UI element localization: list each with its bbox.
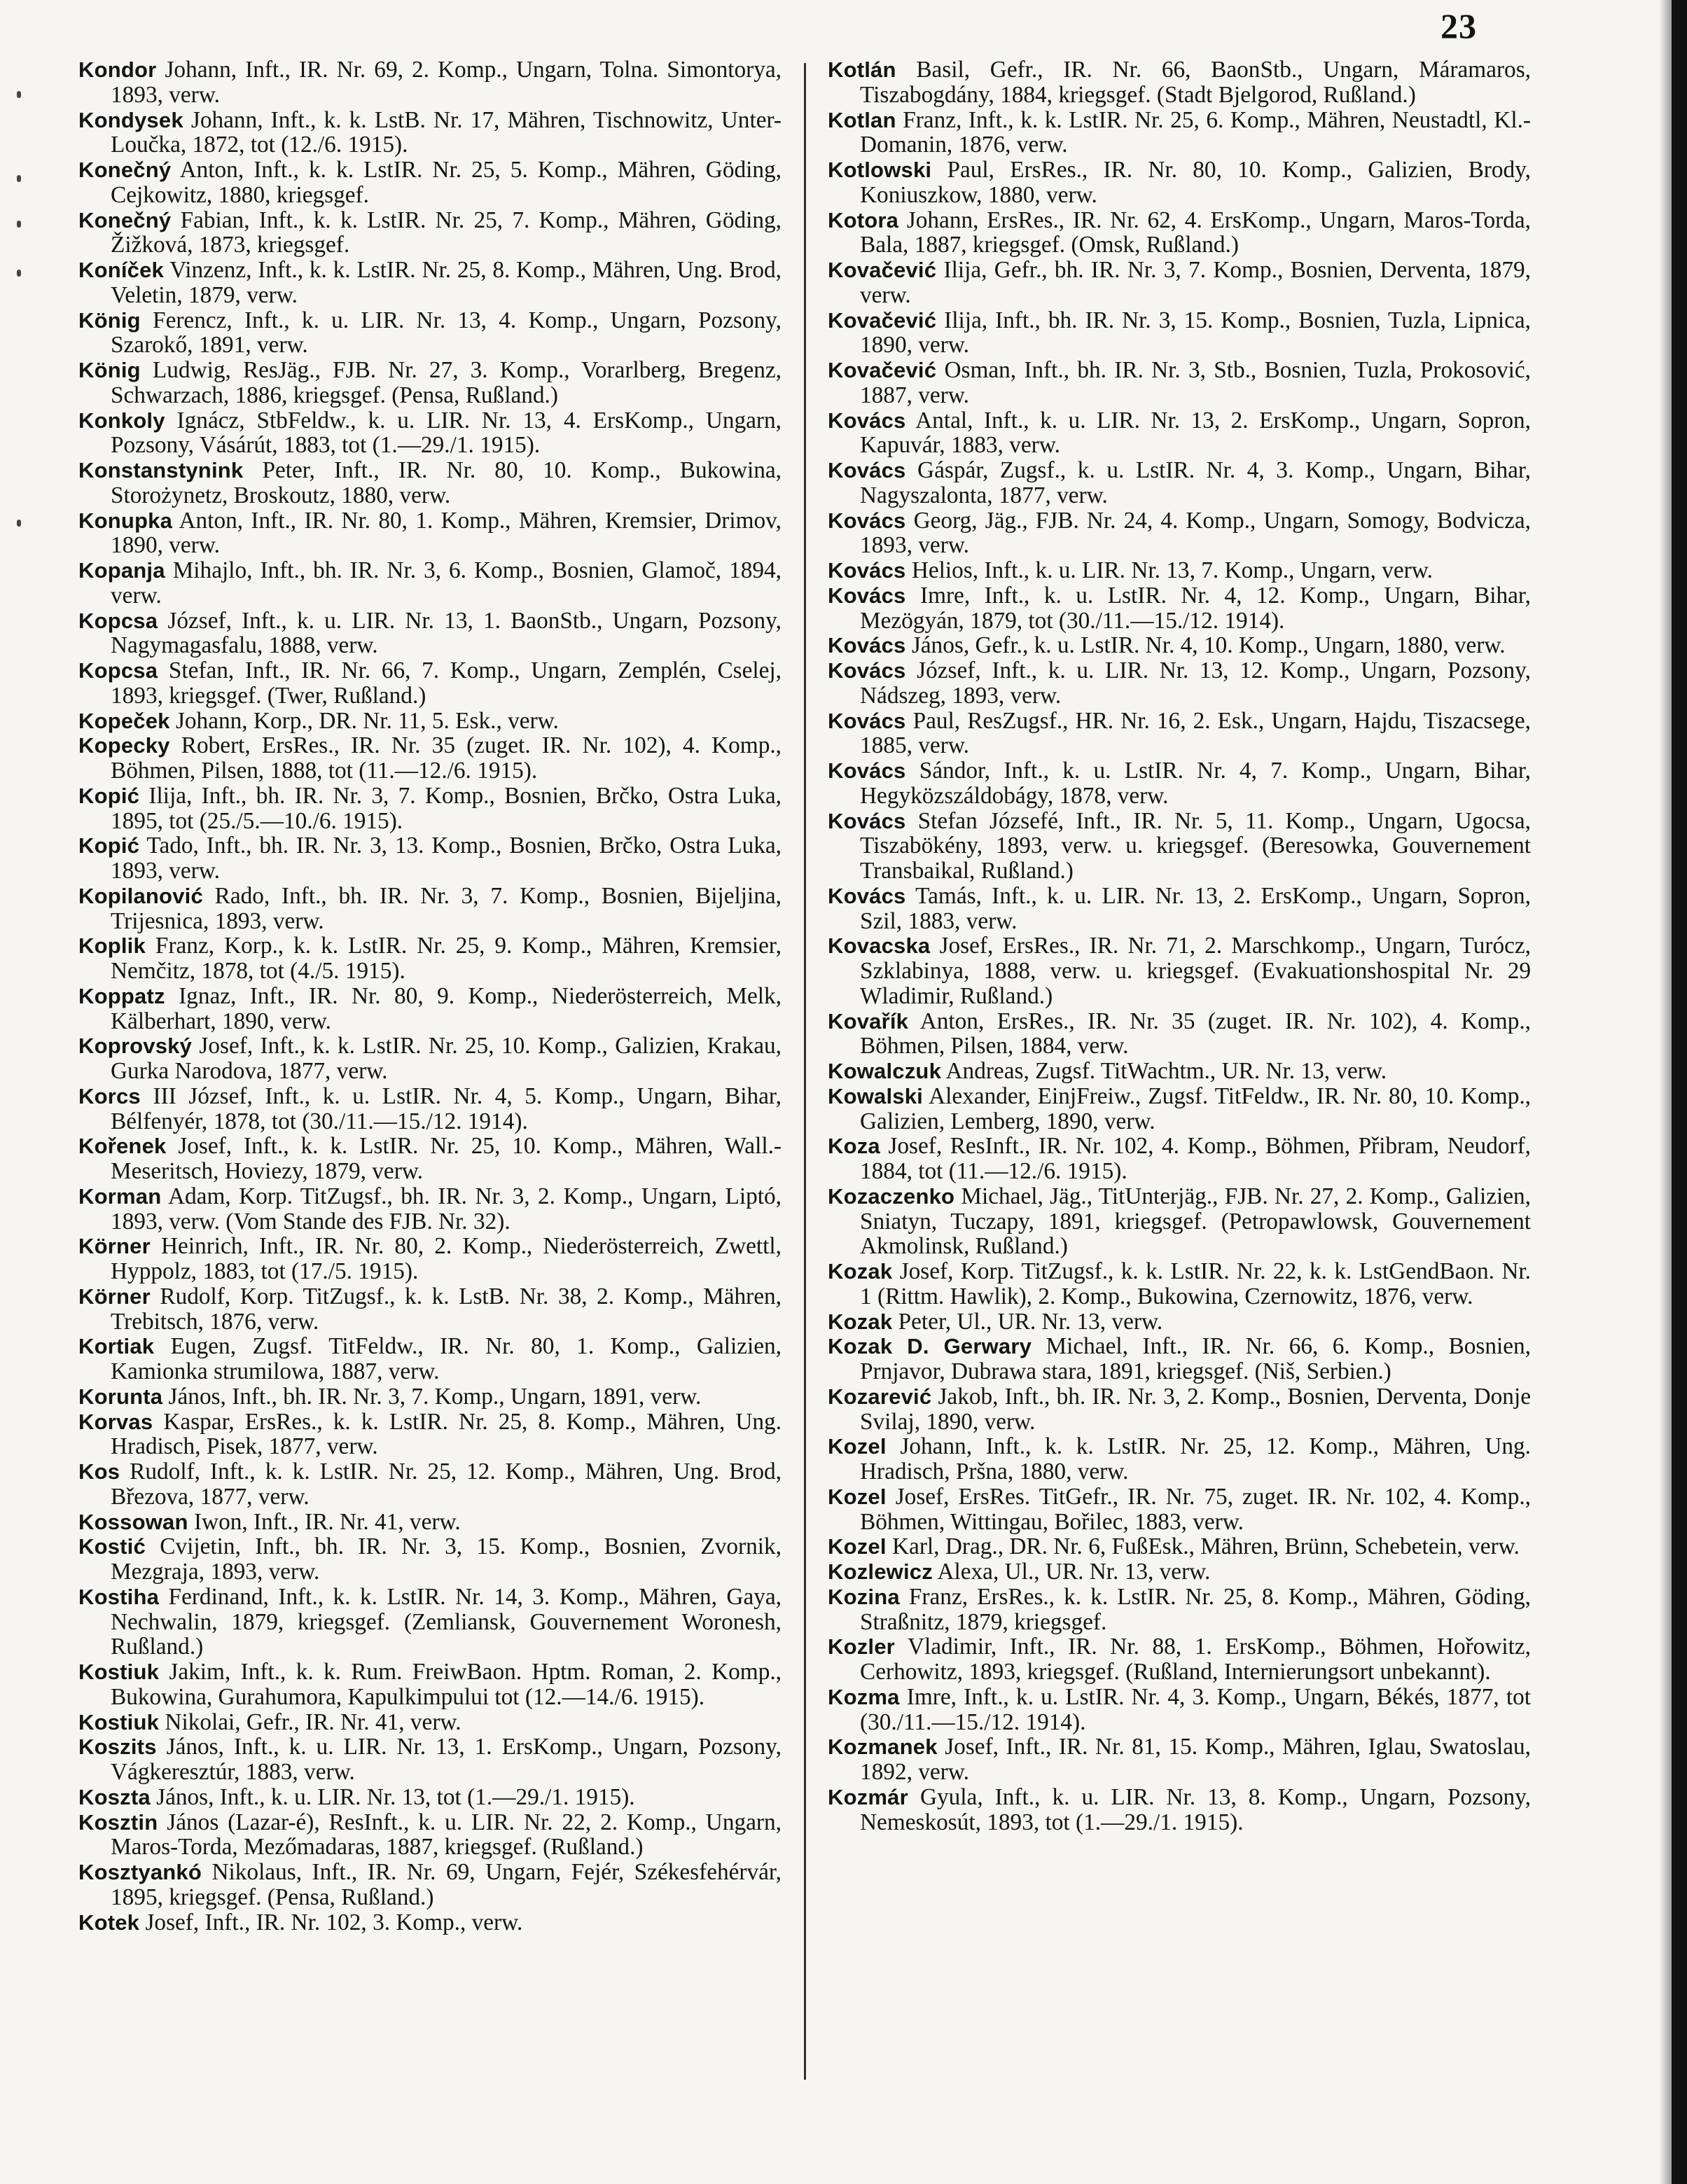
register-entry [828, 1084, 1531, 1134]
entry-surname: Kovács [828, 408, 906, 433]
register-entry [78, 984, 782, 1034]
register-entry [828, 1134, 1531, 1184]
entry-surname: Kopcsa [78, 608, 158, 633]
entry-surname: Kozaczenko [828, 1183, 955, 1209]
register-entry [78, 608, 782, 659]
register-entry [828, 809, 1531, 884]
register-entry [828, 1184, 1531, 1259]
entry-details: Josef, ResInft., IR. Nr. 102, 4. Komp., Böhmen, Přibram, Neudorf, 1884, tot (11.—12./6. 1915). [860, 1133, 1531, 1184]
entry-surname: Kozak [828, 1309, 893, 1334]
page-edge [1672, 0, 1687, 2184]
entry-details: Rado, Inft., bh. IR. Nr. 3, 7. Komp., Bosnien, Bijeljina, Trijesnica, 1893, verw. [111, 882, 782, 934]
entry-surname: Kotlan [828, 107, 896, 132]
entry-details: Johann, Inft., k. k. LstB. Nr. 17, Mähren, Tischnowitz, Unter-Loučka, 1872, tot (12./6. 1915). [111, 106, 782, 158]
register-entry [78, 1459, 782, 1510]
entry-details: Vladimir, Inft., IR. Nr. 88, 1. ErsKomp., Böhmen, Hořowitz, Cerhowitz, 1893, kriegsgef. (Rußland, Internierungsort unbekannt). [860, 1634, 1531, 1685]
register-entry [78, 1710, 782, 1735]
entry-surname: Kozarević [828, 1384, 932, 1409]
register-entry [78, 658, 782, 709]
margin-speck [17, 520, 21, 527]
page-number: 23 [1440, 6, 1477, 46]
register-entry [828, 57, 1531, 108]
entry-details: Vinzenz, Inft., k. k. LstIR. Nr. 25, 8. Komp., Mähren, Ung. Brod, Veletin, 1879, verw. [111, 257, 782, 308]
register-entry [828, 658, 1531, 709]
entry-surname: Kotlowski [828, 158, 932, 182]
entry-details: Peter, Inft., IR. Nr. 80, 10. Komp., Bukowina, Storożynetz, Broskoutz, 1880, verw. [111, 457, 782, 508]
entry-details: Anton, Inft., IR. Nr. 80, 1. Komp., Mähren, Kremsier, Drimov, 1890, verw. [111, 507, 782, 559]
register-entry [828, 1384, 1531, 1435]
entry-surname: Kozma [828, 1684, 900, 1709]
entry-details: Michael, Inft., IR. Nr. 66, 6. Komp., Bosnien, Prnjavor, Dubrawa stara, 1891, kriegsgef. (Niš, Serbien.) [860, 1333, 1531, 1384]
register-entry [78, 1034, 782, 1084]
register-entry [78, 1534, 782, 1585]
register-entry [828, 1734, 1531, 1785]
register-entry [828, 884, 1531, 934]
entry-details: József, Inft., k. u. LIR. Nr. 13, 1. BaonStb., Ungarn, Pozsony, Nagymagasfalu, 1888, verw. [111, 607, 782, 659]
entry-details: Ilija, Gefr., bh. IR. Nr. 3, 7. Komp., Bosnien, Derventa, 1879, verw. [860, 257, 1531, 308]
entry-details: János, Inft., bh. IR. Nr. 3, 7. Komp., Ungarn, 1891, verw. [162, 1383, 702, 1410]
entry-details: Robert, ErsRes., IR. Nr. 35 (zuget. IR. Nr. 102), 4. Komp., Böhmen, Pilsen, 1888, tot (11.—12./6. 1915). [111, 732, 782, 784]
entry-surname: Koplik [78, 933, 146, 959]
entry-surname: Kowalczuk [828, 1059, 942, 1083]
register-entry [828, 1585, 1531, 1635]
entry-details: Stefan, Inft., IR. Nr. 66, 7. Komp., Ungarn, Zemplén, Cselej, 1893, kriegsgef. (Twer, Rußland.) [111, 658, 782, 709]
entry-surname: Koníček [78, 258, 164, 282]
entry-surname: Kovács [828, 758, 906, 783]
entry-details: Heinrich, Inft., IR. Nr. 80, 2. Komp., Niederösterreich, Zwettl, Hyppolz, 1883, tot (17./5. 1915). [111, 1233, 782, 1284]
entry-surname: Konečný [78, 158, 172, 182]
entry-surname: Kovács [828, 508, 906, 533]
register-entry [78, 784, 782, 834]
entry-surname: Kos [78, 1459, 120, 1484]
register-entry [78, 1510, 782, 1535]
entry-details: Josef, Inft., IR. Nr. 81, 15. Komp., Mähren, Iglau, Swatoslau, 1892, verw. [860, 1734, 1531, 1785]
entry-surname: Kopanja [78, 558, 165, 583]
entry-surname: Koszta [78, 1784, 151, 1809]
register-entry [828, 1685, 1531, 1735]
register-entry [78, 258, 782, 308]
entry-details: Georg, Jäg., FJB. Nr. 24, 4. Komp., Ungarn, Somogy, Bodvicza, 1893, verw. [860, 507, 1531, 559]
entry-surname: Kozina [828, 1584, 900, 1609]
entry-surname: Kovařík [828, 1008, 909, 1034]
entry-details: Stefan Józsefé, Inft., IR. Nr. 5, 11. Komp., Ungarn, Ugocsa, Tiszabökény, 1893, verw. u. kriegsgef. (Beresowka, Gouvernement Transbaikal, Rußland.) [860, 807, 1531, 884]
entry-details: Ferdinand, Inft., k. k. LstIR. Nr. 14, 3. Komp., Mähren, Gaya, Nechwalin, 1879, kriegsgef. (Zemliansk, Gouvernement Woronesh, Rußland.) [111, 1583, 782, 1660]
entry-surname: Kozak [828, 1259, 893, 1284]
entry-details: Peter, Ul., UR. Nr. 13, verw. [892, 1308, 1163, 1335]
register-entry [828, 1559, 1531, 1585]
register-entry [828, 458, 1531, 508]
entry-details: Jakob, Inft., bh. IR. Nr. 3, 2. Komp., Bosnien, Derventa, Donje Svilaj, 1890, verw. [860, 1383, 1531, 1435]
register-entry [78, 57, 782, 108]
entry-details: Alexander, EinjFreiw., Zugsf. TitFeldw., IR. Nr. 80, 10. Komp., Galizien, Lemberg, 1890, verw. [860, 1083, 1531, 1134]
entry-surname: Kondysek [78, 107, 183, 132]
entry-details: Ferencz, Inft., k. u. LIR. Nr. 13, 4. Komp., Ungarn, Pozsony, Szarokő, 1891, verw. [111, 307, 782, 359]
register-entry [828, 758, 1531, 809]
entry-surname: Kovacska [828, 933, 931, 959]
right-column [828, 57, 1531, 1835]
entry-details: Rudolf, Korp. TitZugsf., k. k. LstB. Nr. 38, 2. Komp., Mähren, Trebitsch, 1876, verw. [111, 1283, 782, 1335]
entry-details: Mihajlo, Inft., bh. IR. Nr. 3, 6. Komp., Bosnien, Glamoč, 1894, verw. [111, 557, 782, 608]
entry-surname: Kotora [828, 207, 899, 232]
page-edge-shadow [1659, 0, 1672, 2184]
register-entry [828, 1309, 1531, 1335]
entry-surname: Kosztin [78, 1809, 158, 1835]
entry-details: János (Lazar-é), ResInft., k. u. LIR. Nr. 22, 2. Komp., Ungarn, Maros-Torda, Mezőmadaras, 1887, kriegsgef. (Rußland.) [111, 1809, 782, 1860]
entry-details: Josef, Inft., k. k. LstIR. Nr. 25, 10. Komp., Mähren, Wall.-Meseritsch, Hoviezy, 1879, verw. [111, 1133, 782, 1184]
entry-surname: Kostiha [78, 1584, 160, 1609]
entry-details: Josef, Inft., k. k. LstIR. Nr. 25, 10. Komp., Galizien, Krakau, Gurka Narodova, 1877, verw. [111, 1033, 782, 1084]
register-entry [78, 1184, 782, 1234]
register-entry [828, 1634, 1531, 1685]
entry-surname: Koppatz [78, 983, 165, 1008]
entry-details: Franz, Korp., k. k. LstIR. Nr. 25, 9. Komp., Mähren, Kremsier, Nemčitz, 1878, tot (4./5. 1915). [111, 933, 782, 984]
entry-details: Ilija, Inft., bh. IR. Nr. 3, 15. Komp., Bosnien, Tuzla, Lipnica, 1890, verw. [860, 307, 1531, 359]
entry-details: Eugen, Zugsf. TitFeldw., IR. Nr. 80, 1. Komp., Galizien, Kamionka strumilowa, 1887, verw. [111, 1333, 782, 1384]
register-entry [828, 1334, 1531, 1384]
entry-details: Josef, ErsRes. TitGefr., IR. Nr. 75, zuget. IR. Nr. 102, 4. Komp., Böhmen, Wittingau, Bořilec, 1883, verw. [860, 1483, 1531, 1535]
entry-details: Antal, Inft., k. u. LIR. Nr. 13, 2. ErsKomp., Ungarn, Sopron, Kapuvár, 1883, verw. [860, 407, 1531, 459]
register-entry [78, 1810, 782, 1860]
register-entry [78, 1284, 782, 1335]
register-entry [78, 1134, 782, 1184]
entry-surname: Konstanstynink [78, 458, 244, 482]
register-entry [828, 158, 1531, 208]
entry-details: Basil, Gefr., IR. Nr. 66, BaonStb., Ungarn, Máramaros, Tiszabogdány, 1884, kriegsgef. (Stadt Bjelgorod, Rußland.) [860, 57, 1531, 108]
entry-surname: Kovács [828, 633, 906, 658]
register-entry [78, 1910, 782, 1935]
register-entry [828, 358, 1531, 408]
entry-details: Anton, ErsRes., IR. Nr. 35 (zuget. IR. Nr. 102), 4. Komp., Böhmen, Pilsen, 1884, verw. [860, 1008, 1531, 1059]
entry-surname: Kostiuk [78, 1709, 160, 1734]
entry-details: Gáspár, Zugsf., k. u. LstIR. Nr. 4, 3. Komp., Ungarn, Bihar, Nagyszalonta, 1877, verw. [860, 457, 1531, 508]
entry-details: János, Inft., k. u. LIR. Nr. 13, tot (1.—29./1. 1915). [150, 1783, 635, 1810]
register-entry [828, 709, 1531, 759]
register-entry [828, 258, 1531, 308]
entry-surname: Kopecky [78, 733, 170, 758]
margin-speck [17, 221, 21, 228]
entry-surname: Koza [828, 1134, 880, 1159]
entry-surname: Kovács [828, 808, 906, 833]
entry-details: Rudolf, Inft., k. k. LstIR. Nr. 25, 12. Komp., Mähren, Ung. Brod, Březova, 1877, verw. [111, 1459, 782, 1510]
register-entry [78, 408, 782, 459]
register-entry [78, 1860, 782, 1910]
register-entry [78, 1410, 782, 1460]
register-entry [78, 1785, 782, 1810]
register-entry [828, 1434, 1531, 1484]
entry-surname: Kopeček [78, 708, 170, 733]
entry-details: Paul, ErsRes., IR. Nr. 80, 10. Komp., Galizien, Brody, Koniuszkow, 1880, verw. [860, 157, 1531, 208]
entry-surname: Kovács [828, 883, 906, 908]
entry-surname: Kondor [78, 57, 157, 82]
entry-surname: Kopić [78, 833, 140, 858]
register-entry [828, 633, 1531, 658]
entry-surname: König [78, 358, 141, 382]
entry-surname: Kozmár [828, 1784, 908, 1809]
margin-speck [17, 91, 21, 98]
entry-details: Anton, Inft., k. k. LstIR. Nr. 25, 5. Komp., Mähren, Göding, Cejkowitz, 1880, kriegsgef. [111, 157, 782, 208]
register-entry [78, 1334, 782, 1384]
entry-details: Josef, ErsRes., IR. Nr. 71, 2. Marschkomp., Ungarn, Turócz, Szklabinya, 1888, verw. u. kriegsgef. (Evakuationshospital Nr. 29 Wladimir, Rußland.) [860, 933, 1531, 1009]
register-entry [828, 558, 1531, 583]
entry-surname: Korman [78, 1183, 162, 1209]
entry-surname: Konupka [78, 508, 173, 533]
entry-surname: Kovačević [828, 307, 937, 333]
register-entry [828, 208, 1531, 258]
entry-details: Alexa, Ul., UR. Nr. 13, verw. [932, 1559, 1211, 1585]
entry-details: Josef, Inft., IR. Nr. 102, 3. Komp., verw. [139, 1909, 523, 1935]
entry-surname: Kovács [828, 583, 906, 608]
entry-details: Jakim, Inft., k. k. Rum. FreiwBaon. Hptm. Roman, 2. Komp., Bukowina, Gurahumora, Kapulkimpului tot (12.—14./6. 1915). [111, 1659, 782, 1710]
register-entry [78, 108, 782, 158]
entry-details: Franz, Inft., k. k. LstIR. Nr. 25, 6. Komp., Mähren, Neustadtl, Kl.-Domanin, 1876, verw. [860, 106, 1531, 158]
entry-surname: Koprovský [78, 1034, 193, 1059]
register-entry [78, 558, 782, 608]
entry-surname: Kozel [828, 1484, 887, 1509]
entry-details: Johann, Inft., k. k. LstIR. Nr. 25, 12. Komp., Mähren, Ung. Hradisch, Pršna, 1880, verw. [860, 1433, 1531, 1484]
register-entry [78, 833, 782, 884]
entry-details: Ludwig, ResJäg., FJB. Nr. 27, 3. Komp., Vorarlberg, Bregenz, Schwarzach, 1886, kriegsgef. (Pensa, Rußland.) [111, 357, 782, 408]
left-column [78, 57, 782, 1935]
entry-details: Kaspar, ErsRes., k. k. LstIR. Nr. 25, 8. Komp., Mähren, Ung. Hradisch, Pisek, 1877, verw. [111, 1408, 782, 1460]
margin-speck [17, 175, 21, 182]
entry-details: János, Inft., k. u. LIR. Nr. 13, 1. ErsKomp., Ungarn, Pozsony, Vágkeresztúr, 1883, verw. [111, 1734, 782, 1785]
register-entry [828, 1009, 1531, 1059]
entry-details: Gyula, Inft., k. u. LIR. Nr. 13, 8. Komp., Ungarn, Pozsony, Nemeskosút, 1893, tot (1.—29./1. 1915). [860, 1783, 1531, 1835]
entry-details: Michael, Jäg., TitUnterjäg., FJB. Nr. 27, 2. Komp., Galizien, Sniatyn, Tuczapy, 1891, kriegsgef. (Petropawlowsk, Gouvernement Akmolinsk, Rußland.) [860, 1183, 1531, 1260]
register-entry [78, 458, 782, 508]
entry-details: Josef, Korp. TitZugsf., k. k. LstIR. Nr. 22, k. k. LstGendBaon. Nr. 1 (Rittm. Hawlik), 2. Komp., Bukowina, Czernowitz, 1876, verw. [860, 1258, 1531, 1309]
entry-surname: Kossowan [78, 1509, 188, 1534]
entry-details: Cvijetin, Inft., bh. IR. Nr. 3, 15. Komp., Bosnien, Zvornik, Mezgraja, 1893, verw. [111, 1533, 782, 1585]
entry-surname: Kovács [828, 558, 906, 583]
register-entry [78, 1384, 782, 1410]
register-entry [78, 933, 782, 984]
entry-details: Tamás, Inft., k. u. LIR. Nr. 13, 2. ErsKomp., Ungarn, Sopron, Szil, 1883, verw. [860, 882, 1531, 934]
entry-surname: Kovačević [828, 358, 937, 382]
entry-surname: Kostić [78, 1534, 146, 1559]
register-entry [828, 583, 1531, 634]
entry-surname: Kovács [828, 708, 906, 733]
entry-details: Imre, Inft., k. u. LstIR. Nr. 4, 3. Komp., Ungarn, Békés, 1877, tot (30./11.—15./12. 1914). [860, 1683, 1531, 1735]
entry-details: Andreas, Zugsf. TitWachtm., UR. Nr. 13, verw. [941, 1058, 1387, 1084]
entry-details: Johann, ErsRes., IR. Nr. 62, 4. ErsKomp., Ungarn, Maros-Torda, Bala, 1887, kriegsgef. (Omsk, Rußland.) [860, 207, 1531, 258]
register-entry [828, 308, 1531, 359]
entry-details: Osman, Inft., bh. IR. Nr. 3, Stb., Bosnien, Tuzla, Prokosović, 1887, verw. [860, 357, 1531, 408]
entry-details: Nikolai, Gefr., IR. Nr. 41, verw. [159, 1709, 461, 1735]
entry-surname: Kozler [828, 1634, 895, 1660]
entry-details: János, Gefr., k. u. LstIR. Nr. 4, 10. Komp., Ungarn, 1880, verw. [905, 632, 1506, 659]
entry-details: Imre, Inft., k. u. LstIR. Nr. 4, 12. Komp., Ungarn, Bihar, Mezögyán, 1879, tot (30./11.—15./12. 1914). [860, 582, 1531, 634]
register-entry [828, 508, 1531, 559]
entry-details: Sándor, Inft., k. u. LstIR. Nr. 4, 7. Komp., Ungarn, Bihar, Hegyközszáldobágy, 1878, verw. [860, 758, 1531, 809]
entry-details: Ilija, Inft., bh. IR. Nr. 3, 7. Komp., Bosnien, Brčko, Ostra Luka, 1895, tot (25./5.—10./6. 1915). [111, 782, 782, 834]
register-entry [828, 108, 1531, 158]
entry-surname: Kovačević [828, 258, 937, 282]
entry-surname: Kostiuk [78, 1660, 160, 1684]
entry-surname: Kowalski [828, 1083, 923, 1108]
entry-surname: Koszits [78, 1734, 157, 1760]
entry-details: Franz, ErsRes., k. k. LstIR. Nr. 25, 8. Komp., Mähren, Göding, Straßnitz, 1879, kriegsgef. [860, 1583, 1531, 1635]
margin-speck [17, 270, 21, 277]
entry-surname: Korvas [78, 1409, 153, 1434]
column-divider [804, 63, 806, 2080]
entry-surname: König [78, 307, 141, 333]
entry-details: III József, Inft., k. u. LstIR. Nr. 4, 5. Komp., Ungarn, Bihar, Bélfenyér, 1878, tot (30./11.—15./12. 1914). [111, 1083, 782, 1134]
register-entry [78, 508, 782, 559]
entry-surname: Kozak D. Gerwary [828, 1334, 1032, 1359]
register-entry [828, 1059, 1531, 1084]
entry-surname: Kotek [78, 1910, 140, 1935]
register-entry [78, 709, 782, 734]
register-entry [78, 1084, 782, 1134]
entry-surname: Körner [78, 1284, 151, 1309]
entry-surname: Korunta [78, 1384, 163, 1409]
register-entry [78, 158, 782, 208]
register-entry [78, 1585, 782, 1660]
entry-details: József, Inft., k. u. LIR. Nr. 13, 12. Komp., Ungarn, Pozsony, Nádszeg, 1893, verw. [860, 658, 1531, 709]
entry-details: Iwon, Inft., IR. Nr. 41, verw. [188, 1508, 461, 1535]
entry-details: Johann, Inft., IR. Nr. 69, 2. Komp., Ungarn, Tolna. Simontorya, 1893, verw. [111, 57, 782, 108]
entry-details: Fabian, Inft., k. k. LstIR. Nr. 25, 7. Komp., Mähren, Göding, Žižková, 1873, kriegsgef. [111, 207, 782, 258]
entry-surname: Kozlewicz [828, 1559, 933, 1584]
register-entry [78, 358, 782, 408]
entry-details: Adam, Korp. TitZugsf., bh. IR. Nr. 3, 2. Komp., Ungarn, Liptó, 1893, verw. (Vom Stande des FJB. Nr. 32). [111, 1183, 782, 1234]
register-entry [78, 308, 782, 359]
entry-details: Karl, Drag., DR. Nr. 6, FußEsk., Mähren, Brünn, Schebetein, verw. [886, 1533, 1520, 1560]
entry-surname: Kořenek [78, 1134, 167, 1159]
entry-details: Paul, ResZugsf., HR. Nr. 16, 2. Esk., Ungarn, Hajdu, Tiszacsege, 1885, verw. [860, 707, 1531, 759]
entry-surname: Kovács [828, 458, 906, 482]
entry-surname: Kozel [828, 1534, 887, 1559]
entry-details: Johann, Korp., DR. Nr. 11, 5. Esk., verw. [169, 707, 559, 734]
entry-details: Ignaz, Inft., IR. Nr. 80, 9. Komp., Niederösterreich, Melk, Kälberhart, 1890, verw. [111, 982, 782, 1034]
register-entry [828, 1534, 1531, 1559]
register-entry [828, 408, 1531, 459]
entry-surname: Kotlán [828, 57, 896, 82]
entry-surname: Konečný [78, 207, 172, 232]
entry-surname: Kopić [78, 783, 140, 808]
entry-surname: Kopcsa [78, 658, 158, 683]
register-entry [828, 1785, 1531, 1835]
entry-surname: Kortiak [78, 1334, 155, 1359]
register-entry [828, 1484, 1531, 1535]
register-entry [78, 1660, 782, 1710]
register-entry [828, 1259, 1531, 1309]
entry-surname: Korcs [78, 1083, 141, 1108]
register-entry [78, 1734, 782, 1785]
entry-surname: Kosztyankó [78, 1860, 202, 1884]
entry-surname: Körner [78, 1234, 151, 1259]
register-entry [78, 208, 782, 258]
entry-details: Ignácz, StbFeldw., k. u. LIR. Nr. 13, 4. ErsKomp., Ungarn, Pozsony, Vásárút, 1883, tot (1.—29./1. 1915). [111, 407, 782, 459]
entry-surname: Kovács [828, 658, 906, 683]
entry-surname: Kopilanović [78, 883, 203, 908]
register-entry [78, 733, 782, 784]
entry-surname: Kozmanek [828, 1734, 938, 1760]
entry-details: Tado, Inft., bh. IR. Nr. 3, 13. Komp., Bosnien, Brčko, Ostra Luka, 1893, verw. [111, 833, 782, 884]
register-entry [828, 933, 1531, 1008]
entry-surname: Konkoly [78, 408, 165, 433]
entry-surname: Kozel [828, 1434, 887, 1459]
register-entry [78, 884, 782, 934]
register-entry [78, 1234, 782, 1284]
entry-details: Helios, Inft., k. u. LIR. Nr. 13, 7. Komp., Ungarn, verw. [905, 557, 1433, 583]
entry-details: Nikolaus, Inft., IR. Nr. 69, Ungarn, Fejér, Székesfehérvár, 1895, kriegsgef. (Pensa, Rußland.) [111, 1859, 782, 1910]
